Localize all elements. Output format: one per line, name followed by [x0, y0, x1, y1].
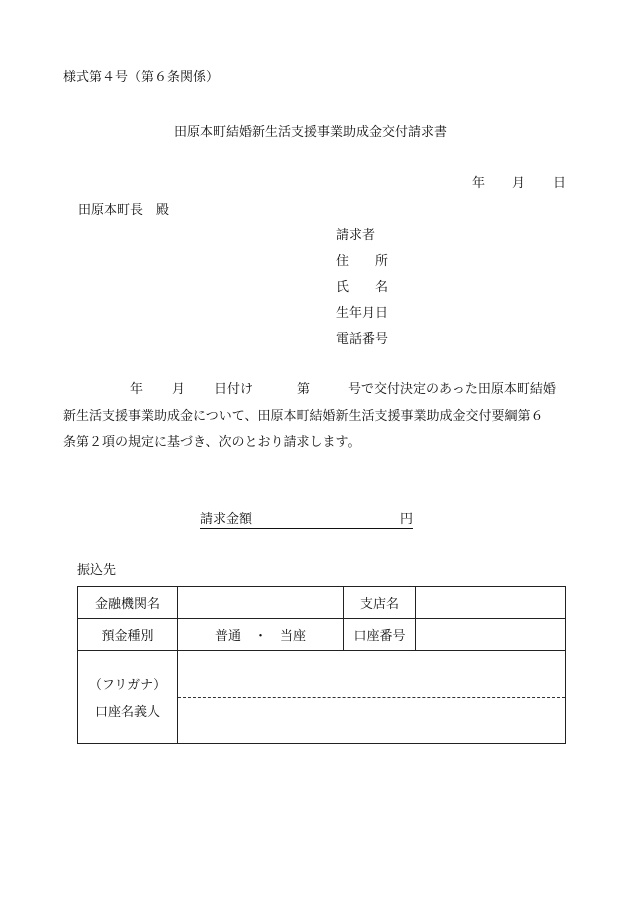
document-title: 田原本町結婚新生活支援事業助成金交付請求書: [174, 125, 448, 140]
account-holder-field[interactable]: [178, 651, 566, 744]
table-row: [78, 651, 566, 744]
account-number-field[interactable]: [416, 619, 566, 651]
table-row: [78, 587, 566, 619]
requester-birthdate-label: 生年月日: [336, 306, 389, 321]
bank-name-field[interactable]: [178, 587, 344, 619]
requester-phone-label: 電話番号: [336, 332, 389, 347]
account-number-label: 口座番号: [344, 619, 416, 651]
bank-name-label: 金融機関名: [78, 587, 178, 619]
body-dated: 日付け: [214, 382, 254, 397]
body-line2: 新生活支援事業助成金について、田原本町結婚新生活支援事業助成金交付要綱第６: [63, 409, 544, 424]
deposit-type-options[interactable]: 普通 ・ 当座: [178, 619, 344, 651]
body-year: 年: [130, 382, 144, 397]
requester-address-label: 住 所: [336, 254, 389, 269]
furigana-label: （フリガナ）: [88, 678, 167, 693]
amount-label: 請求金額: [200, 512, 253, 527]
branch-field[interactable]: [416, 587, 566, 619]
table-row: [78, 619, 566, 651]
branch-label: 支店名: [344, 587, 416, 619]
furigana-divider: [178, 697, 565, 698]
requester-label: 請求者: [336, 228, 376, 243]
amount-unit: 円: [400, 512, 414, 527]
form-header: 様式第４号（第６条関係）: [63, 70, 220, 85]
account-holder-label: 口座名義人: [94, 705, 160, 720]
date-month: 月: [512, 176, 526, 191]
body-line3: 条第２項の規定に基づき、次のとおり請求します。: [63, 435, 361, 450]
addressee: 田原本町長 殿: [78, 203, 170, 218]
transfer-table: [77, 586, 566, 744]
amount-field: [200, 508, 413, 529]
date-year: 年: [472, 176, 486, 191]
body-month: 月: [172, 382, 186, 397]
body-line1-rest: 号で交付決定のあった田原本町結婚: [348, 382, 556, 397]
transfer-heading: 振込先: [77, 563, 117, 578]
requester-name-label: 氏 名: [336, 280, 389, 295]
deposit-type-label: 預金種別: [78, 619, 178, 651]
date-day: 日: [553, 176, 567, 191]
account-holder-label-cell: [78, 651, 178, 744]
body-number-prefix: 第: [297, 382, 311, 397]
